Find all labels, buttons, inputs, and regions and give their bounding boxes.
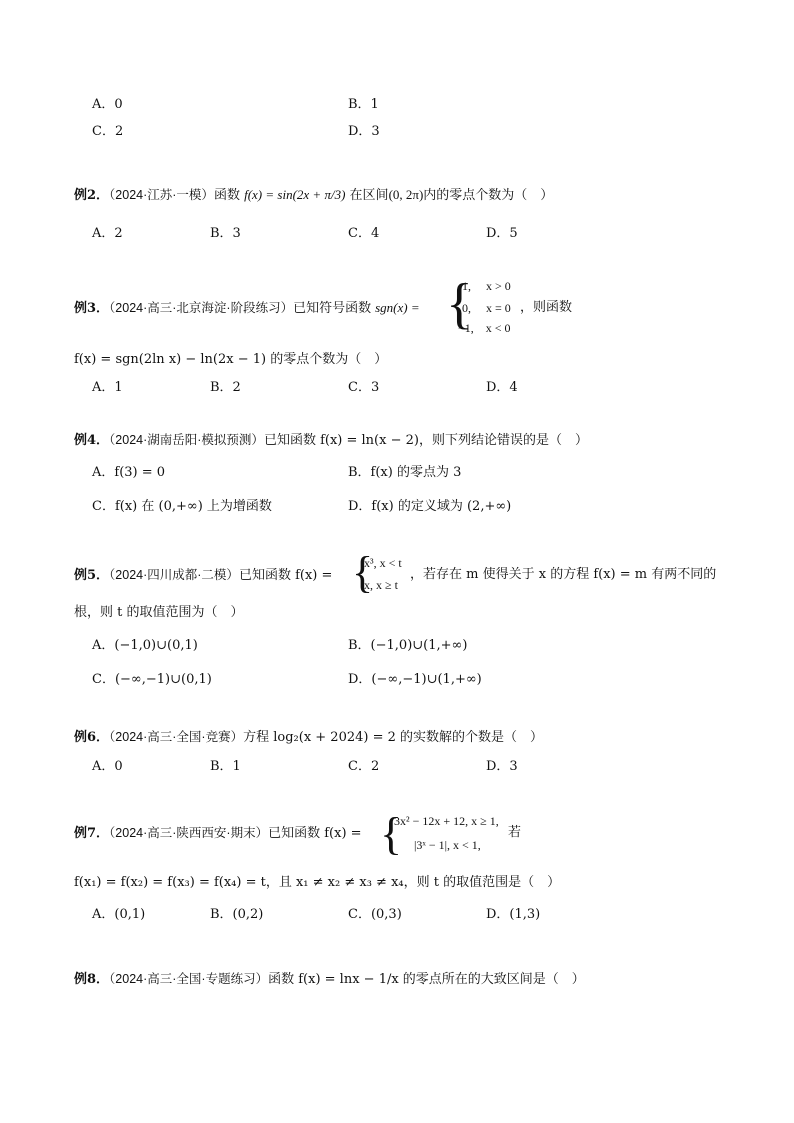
option-c: C．(0,3) — [348, 907, 402, 922]
option-a: A．(−1,0)∪(0,1) — [92, 638, 198, 653]
example-source: （2024·高三·北京海淀·阶段练习） — [109, 301, 294, 315]
option-b: B．1 — [348, 97, 379, 112]
case-1: 1, x > 0 — [462, 279, 511, 293]
example-7-line2: f(x₁) = f(x₂) = f(x₃) = f(x₄) = t，且 x₁ ≠ x₂ ≠ x₃ ≠ x₄，则 t 的取值范围是（ ） — [74, 875, 561, 890]
option-c: C．3 — [348, 380, 380, 395]
option-c: C．f(x) 在 (0,+∞) 上为增函数 — [92, 499, 272, 514]
stem-text: 已知函数 f(x) = ln(x − 2)，则下列结论错误的是（ ） — [263, 433, 588, 448]
option-c: C．(−∞,−1)∪(0,1) — [92, 672, 212, 687]
option-a: A．(0,1) — [92, 907, 146, 922]
option-b: B．(−1,0)∪(1,+∞) — [348, 638, 468, 653]
option-d: D．(−∞,−1)∪(1,+∞) — [348, 672, 482, 687]
case-3: −1, x < 0 — [458, 321, 511, 335]
interval: (0, 2π) — [388, 187, 424, 202]
option-b: B．3 — [210, 226, 241, 241]
left-brace: { — [352, 548, 374, 597]
example-source: （2024·江苏·一模） — [109, 188, 214, 202]
option-a: A．0 — [92, 97, 123, 112]
example-label: 例2． — [74, 188, 110, 203]
example-7-question — [74, 823, 362, 844]
option-a: A．0 — [92, 759, 123, 774]
stem-text: 若 — [508, 825, 522, 840]
stem-text: 已知符号函数 — [293, 301, 372, 316]
option-d: D．4 — [486, 380, 518, 395]
example-label: 例5． — [74, 568, 110, 583]
option-d: D．5 — [486, 226, 518, 241]
stem-text: ，则函数 — [520, 300, 573, 315]
example-source: （2024·高三·全国·竞赛） — [109, 730, 244, 744]
option-d: D．3 — [348, 124, 380, 139]
option-d: D．(1,3) — [486, 907, 541, 922]
example-5-question — [74, 565, 332, 586]
option-b: B．(0,2) — [210, 907, 264, 922]
option-d: D．3 — [486, 759, 518, 774]
case-1: x³, x < t — [364, 556, 402, 570]
example-label: 例7． — [74, 826, 110, 841]
example-source: （2024·湖南岳阳·模拟预测） — [109, 433, 264, 447]
example-5-line2: 根，则 t 的取值范围为（ ） — [74, 605, 244, 620]
example-4-question — [74, 430, 588, 451]
option-b: B．f(x) 的零点为 3 — [348, 465, 462, 480]
stem-text: 内的零点个数为（ ） — [423, 188, 554, 203]
option-a: A．f(3) = 0 — [92, 465, 166, 480]
example-3-question — [74, 298, 420, 319]
stem-text: 方程 log₂(x + 2024) = 2 的实数解的个数是（ ） — [243, 730, 544, 745]
example-8-question — [74, 969, 585, 990]
option-c: C．2 — [92, 124, 124, 139]
example-3-line2: f(x) = sgn(2ln x) − ln(2x − 1) 的零点个数为（ ） — [74, 352, 388, 367]
example-label: 例6． — [74, 730, 110, 745]
case-1: 3x² − 12x + 12, x ≥ 1, — [394, 814, 499, 828]
example-source: （2024·高三·陕西西安·期末） — [109, 826, 269, 840]
option-c: C．4 — [348, 226, 380, 241]
example-6-question — [74, 727, 543, 748]
case-2: x, x ≥ t — [364, 578, 398, 592]
option-a: A．1 — [92, 380, 123, 395]
option-a: A．2 — [92, 226, 123, 241]
sgn-formula: sgn(x) = — [375, 300, 420, 315]
stem-text: 函数 f(x) = lnx − 1/x 的零点所在的大致区间是（ ） — [268, 972, 585, 987]
stem-text: ，若存在 m 使得关于 x 的方程 f(x) = m 有两不同的 — [410, 567, 717, 582]
stem-text: 已知函数 f(x) = — [238, 568, 333, 583]
left-brace: { — [446, 273, 473, 335]
case-2: |3ˣ − 1|, x < 1, — [414, 838, 481, 852]
example-source: （2024·高三·全国·专题练习） — [109, 972, 269, 986]
formula: f(x) = sin(2x + π/3) — [244, 187, 346, 202]
example-label: 例8． — [74, 972, 110, 987]
stem-text: 已知函数 f(x) = — [268, 826, 362, 841]
stem-text: 函数 — [213, 188, 240, 203]
option-d: D．f(x) 的定义域为 (2,+∞) — [348, 499, 512, 514]
example-2-question — [74, 185, 553, 206]
option-c: C．2 — [348, 759, 380, 774]
option-b: B．2 — [210, 380, 241, 395]
example-source: （2024·四川成都·二模） — [109, 568, 239, 582]
left-brace: { — [380, 808, 403, 859]
stem-text: 在区间 — [349, 188, 389, 203]
example-label: 例3． — [74, 301, 110, 316]
case-2: 0, x = 0 — [462, 301, 511, 315]
option-b: B．1 — [210, 759, 241, 774]
example-label: 例4． — [74, 433, 110, 448]
